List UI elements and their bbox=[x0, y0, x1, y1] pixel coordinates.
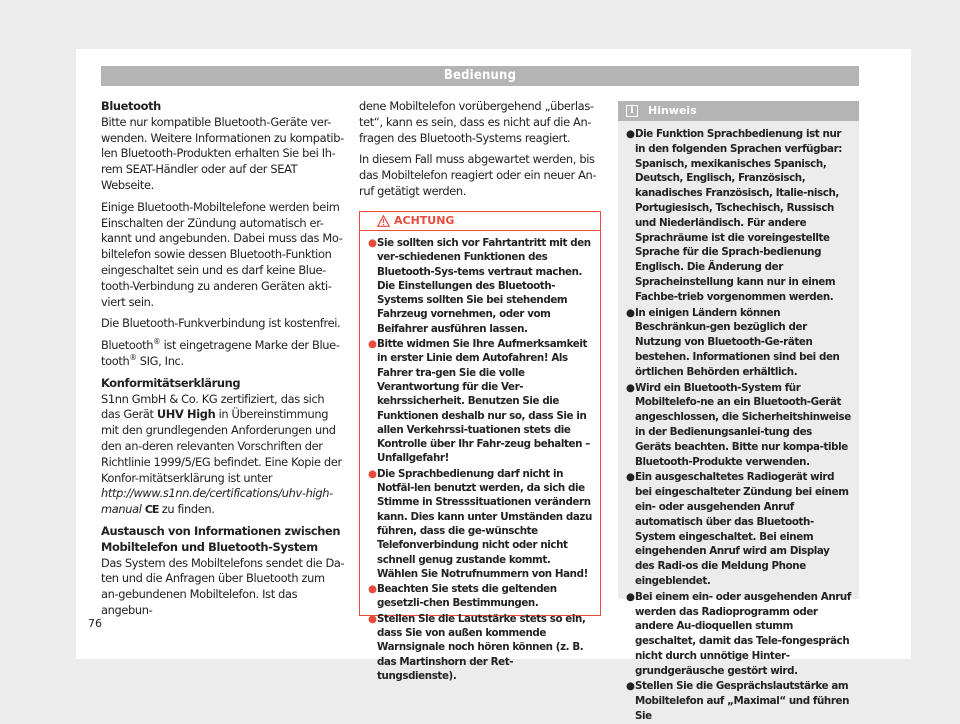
warning-item: ● Bitte widmen Sie Ihre Aufmerksamkeit in erster Linie dem Autofahren! Als Fahrer tra-gen Sie die volle Verantwortung für die Ver-kehrssicherheit. Benutzen Sie die Funktionen deshalb nur so, dass Sie in allen Verkehrssi-tuationen stets die Kontrolle über Ihr Fahr-zeug behalten – Unfallgefahr! bbox=[368, 338, 590, 465]
hint-title: Hinweis bbox=[648, 104, 697, 117]
warning-box bbox=[359, 211, 601, 682]
austausch-paragraph: Das System des Mobiltelefons sendet die Da-ten und die Anfragen über Bluetooth zum an-gebundenen Mobiltelefon. Ist das angebun- bbox=[101, 555, 345, 617]
page-number: 76 bbox=[88, 617, 102, 630]
hint-item: ● Stellen Sie die Gesprächslautstärke am Mobiltelefon auf „Maximal“ und führen Sie bbox=[626, 680, 850, 723]
bluetooth-heading: Bluetooth bbox=[101, 99, 161, 113]
certification-link[interactable]: http://www.s1nn.de/certifications/uhv-high-manual bbox=[101, 486, 333, 517]
warning-item: ● Sie sollten sich vor Fahrtantritt mit den ver-schiedenen Funktionen des Bluetooth-Sys-tems vertraut machen. Die Einstellungen des Bluetooth-Systems sollten Sie bei stehendem Fahrzeug vornehmen, oder vom Beifahrer ausführen lassen. bbox=[368, 237, 591, 335]
konformitaet-heading: Konformitätserklärung bbox=[101, 375, 241, 390]
ce-mark: CE bbox=[144, 503, 159, 517]
middle-paragraph-2: In diesem Fall muss abgewartet werden, bis das Mobiltelefon reagiert oder ein neuer An-ruf getätigt werden. bbox=[359, 152, 597, 198]
warning-item: ● Stellen Sie die Lautstärke stets so ein, dass Sie von außen kommende Warnsignale noch hören können (z. B. das Martinshorn der Ret-tungsdienste). bbox=[368, 612, 586, 682]
konformitaet-paragraph: S1nn GmbH & Co. KG zertifiziert, das sich das Gerät UHV High in Übereinstimmung mit den grundlegenden Anforderungen und den an-deren relevanten Vorschriften der Richtlinie 1999/5/EG befindet. Eine Kopie der Konfor-mitätserklärung ist unter http://www.s1nn.de/certifications/uhv-high-manual CE zu finden. bbox=[101, 391, 342, 517]
middle-paragraph-1: dene Mobiltelefon vorübergehend „überlas-tet“, kann es sein, dass es nicht auf die An-fragen des Bluetooth-Systems reagiert. bbox=[359, 99, 594, 145]
warning-item: ● Beachten Sie stets die geltenden gesetzli-chen Bestimmungen. bbox=[368, 583, 557, 610]
hint-item: ● Die Funktion Sprachbedienung ist nur in den folgenden Sprachen verfügbar: Spanisch, mexikanisches Spanisch, Deutsch, Englisch, Französisch, kanadisches Französisch, Italie-nisch, Portugiesisch, Tschechisch, Russisch und Niederländisch. Für andere Sprachräume ist die voreingestellte Sprache für die Sprach-bedienung Englisch. Die Änderung der Spracheinstellung kann nur in einem Fachbe-trieb vorgenommen werden. bbox=[626, 128, 842, 303]
hint-body bbox=[618, 121, 859, 724]
bluetooth-paragraph-1: Bitte nur kompatible Bluetooth-Geräte ver-wenden. Weitere Informationen zu kompatib-len Bluetooth-Produkten erhalten Sie bei Ih-rem SEAT-Händler oder auf der SEAT Webseite. bbox=[101, 114, 344, 192]
trademark-paragraph: Bluetooth® ist eingetragene Marke der Blue-tooth® SIG, Inc. bbox=[101, 337, 340, 368]
hint-box bbox=[618, 101, 859, 723]
left-column bbox=[101, 99, 345, 625]
hint-item: ● Bei einem ein- oder ausgehenden Anruf werden das Radioprogramm oder andere Au-dioquellen stumm geschaltet, damit das Tele-fongespräch nicht durch unnötige Hinter-grundgeräusche gestört wird. bbox=[626, 590, 851, 677]
hint-item: ● Wird ein Bluetooth-System für Mobiltelefo-ne an ein Bluetooth-Gerät angeschlossen, die Sicherheitshinweise in der Bedienungsanlei-tung des Geräts beachten. Bitte nur kompa-tible Bluetooth-Produkte verwenden. bbox=[626, 381, 851, 468]
bluetooth-paragraph-3: Die Bluetooth-Funkverbindung ist kostenfrei. bbox=[101, 316, 341, 331]
hint-header bbox=[618, 101, 859, 121]
warning-body bbox=[360, 231, 600, 683]
section-header: Bedienung bbox=[101, 66, 859, 86]
warning-header bbox=[360, 212, 600, 231]
warning-triangle-icon bbox=[377, 215, 390, 227]
bluetooth-paragraph-2: Einige Bluetooth-Mobiltelefone werden beim Einschalten der Zündung automatisch er-kannt und angebunden. Dabei muss das Mo-biltelefon sowie dessen Bluetooth-Funktion eingeschaltet sein und es darf keine Blue-tooth-Verbindung zu anderen Geräten akti-viert sein. bbox=[101, 199, 343, 309]
hint-item: ● In einigen Ländern können Beschränkun-gen bezüglich der Nutzung von Bluetooth-Ge-räten bestehen. Informationen sind bei den örtlichen Behörden erhältlich. bbox=[626, 306, 840, 378]
info-icon: i bbox=[626, 105, 638, 117]
warning-item: ● Die Sprachbedienung darf nicht in Notfäl-len benutzt werden, da sich die Stimme in Stresssituationen verändern kann. Dies kann unter Umständen dazu führen, dass die ge-wünschte Telefonverbindung nicht oder nicht schnell genug zustande kommt. Wählen Sie Notrufnummern von Hand! bbox=[368, 467, 592, 580]
hint-item: ● Ein ausgeschaltetes Radiogerät wird bei eingeschalteter Zündung bei einem ein- oder ausgehenden Anruf automatisch über das Bluetooth-System eingeschaltet. Bei einem eingehenden Anruf wird am Display des Radi-os die Meldung Phone eingeblendet. bbox=[626, 471, 849, 587]
middle-column bbox=[359, 99, 601, 206]
austausch-heading: Austausch von Informationen zwischen Mobiltelefon und Bluetooth-System bbox=[101, 523, 341, 554]
warning-title: ACHTUNG bbox=[394, 214, 455, 227]
